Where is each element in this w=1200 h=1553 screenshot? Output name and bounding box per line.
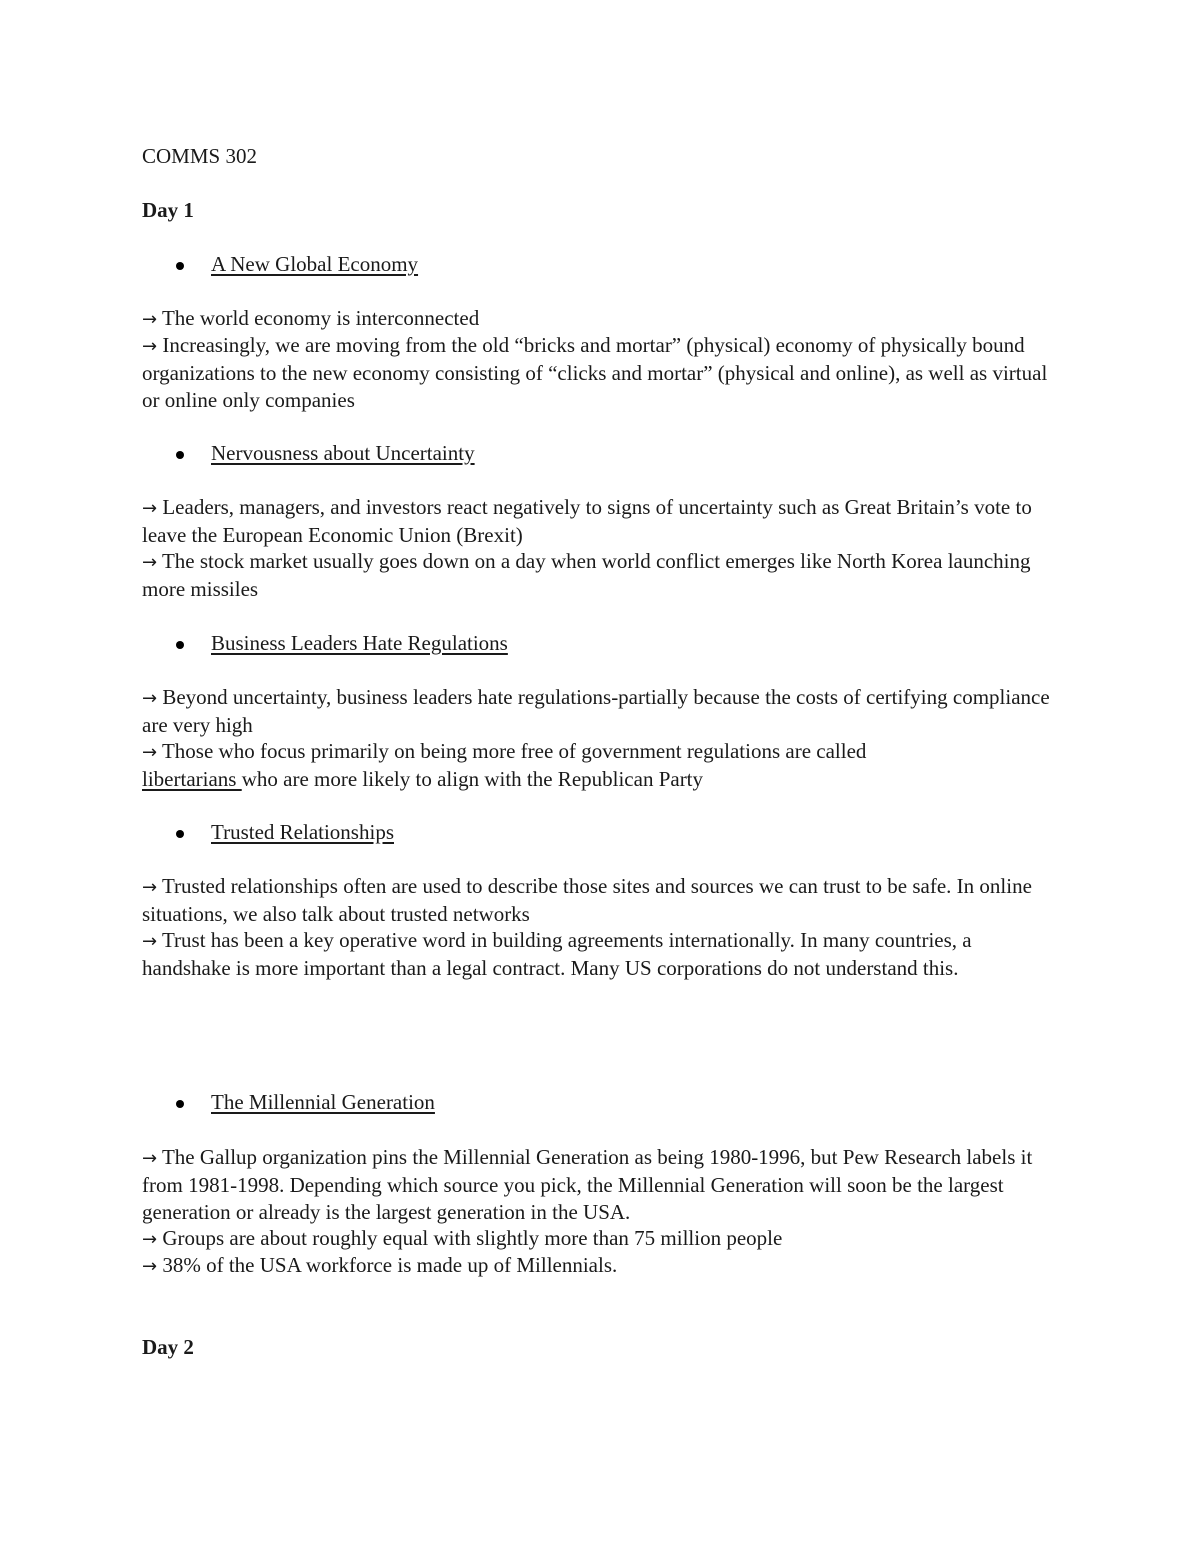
day-heading-2: Day 2 bbox=[142, 1335, 194, 1359]
bullet-icon bbox=[176, 1100, 184, 1108]
arrow-icon: → bbox=[142, 309, 158, 330]
note-point: → Beyond uncertainty, business leaders hate regulations-partially because the costs of certifying compliance are very high bbox=[142, 685, 1050, 737]
bullet-icon bbox=[176, 262, 184, 270]
arrow-icon: → bbox=[142, 742, 158, 763]
note-point: → Increasingly, we are moving from the old “bricks and mortar” (physical) economy of physically bound organizations to the new economy consisting of “clicks and mortar” (physical and online), as well as virtual or online only companies bbox=[142, 333, 1048, 412]
course-title: COMMS 302 bbox=[142, 144, 257, 168]
note-point: → The stock market usually goes down on a day when world conflict emerges like North Korea launching more missiles bbox=[142, 549, 1031, 601]
bullet-icon bbox=[176, 641, 184, 649]
arrow-icon: → bbox=[142, 1148, 158, 1169]
arrow-icon: → bbox=[142, 931, 158, 952]
note-point: → The world economy is interconnected bbox=[142, 306, 480, 330]
arrow-icon: → bbox=[142, 336, 158, 357]
arrow-icon: → bbox=[142, 1256, 158, 1277]
arrow-icon: → bbox=[142, 877, 158, 898]
note-point: → Groups are about roughly equal with slightly more than 75 million people bbox=[142, 1226, 783, 1250]
note-point: → Trust has been a key operative word in building agreements internationally. In many countries, a handshake is more important than a legal contract. Many US corporations do not understand this. bbox=[142, 928, 972, 980]
bullet-icon bbox=[176, 830, 184, 838]
note-point: → The Gallup organization pins the Millennial Generation as being 1980-1996, but Pew Research labels it from 1981-1998. Depending which source you pick, the Millennial Generation will soon be the largest generation or already is the largest generation in the USA. bbox=[142, 1145, 1033, 1224]
arrow-icon: → bbox=[142, 1229, 158, 1250]
note-point: → Those who focus primarily on being more free of government regulations are called libertarians who are more likely to align with the Republican Party bbox=[142, 739, 867, 791]
arrow-icon: → bbox=[142, 552, 158, 573]
note-point: → Trusted relationships often are used to describe those sites and sources we can trust to be safe. In online situations, we also talk about trusted networks bbox=[142, 874, 1032, 926]
bullet-icon bbox=[176, 451, 184, 459]
arrow-icon: → bbox=[142, 688, 158, 709]
libertarians-term: libertarians bbox=[142, 767, 242, 791]
note-point: → Leaders, managers, and investors react negatively to signs of uncertainty such as Great Britain’s vote to leave the European Economic Union (Brexit) bbox=[142, 495, 1032, 547]
arrow-icon: → bbox=[142, 498, 158, 519]
note-point: → 38% of the USA workforce is made up of Millennials. bbox=[142, 1253, 618, 1277]
day-heading-1: Day 1 bbox=[142, 198, 194, 222]
